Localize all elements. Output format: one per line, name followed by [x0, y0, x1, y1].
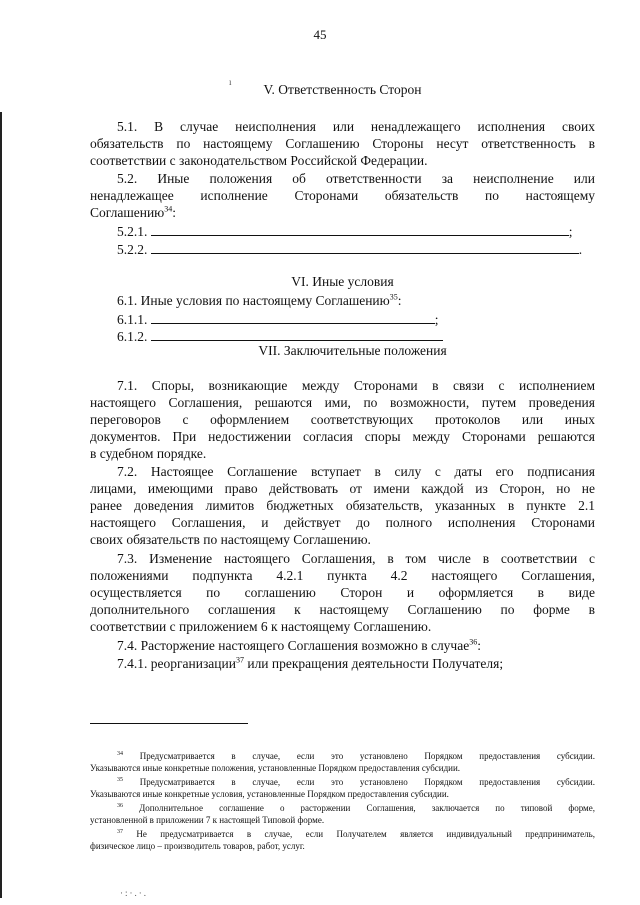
item-6-1-2: 6.1.2.: [90, 328, 595, 345]
para-7-3-line: дополнительного соглашения к настоящему Соглашению по форме в: [90, 602, 595, 617]
footnote-37: $^{37}$ Не предусматривается в случае, если Получателем является индивидуальный предприниматель,: [117, 829, 595, 839]
para-5-2-line: 5.2. Иные положения об ответственности за неисполнение или: [117, 171, 595, 186]
para-7-2-line: лицами, имеющими право действовать от имени каждой из Сторон, но не: [90, 481, 595, 496]
footnote-36: $^{36}$ Дополнительное соглашение о расторжении Соглашения, заключается по типовой форме,: [117, 803, 596, 813]
para-7-2-line: ранее доведения лимитов бюджетных обязательств, указанных в пункте 2.1: [90, 498, 595, 513]
para-7-2-line: своих обязательств по настоящему Соглашению.: [90, 532, 371, 547]
section-5-title: V. Ответственность Сторон: [263, 82, 422, 97]
para-7-3-line: соответствии с приложением 6 к настоящему Соглашению.: [90, 619, 432, 634]
footnote-34: $^{34}$ Предусматривается в случае, если это установлено Порядком предоставления субсидии.: [117, 751, 595, 761]
para-7-2-line: 7.2. Настоящее Соглашение вступает в силу с даты его подписания: [117, 464, 595, 479]
footnote-separator: [90, 723, 248, 724]
para-7-1-line: 7.1. Споры, возникающие между Сторонами в связи с исполнением: [117, 378, 595, 393]
footnote-35-cont: Указываются иные конкретные условия, установленные Порядком предоставления субсидии.: [90, 789, 449, 799]
para-7-3-line: осуществляется по соглашению Сторон и оформляется в виде: [90, 585, 595, 600]
section-7-title: VII. Заключительные положения: [258, 343, 447, 358]
footnote-36-cont: установленной в приложении 7 к настоящей Типовой форме.: [90, 815, 325, 825]
footnote-35: $^{35}$ Предусматривается в случае, если это установлено Порядком предоставления субсидии.: [117, 777, 595, 787]
blank-line: [151, 241, 579, 254]
para-7-1-line: настоящего Соглашения, решаются ими, по возможности, путем проведения: [90, 395, 595, 410]
footnote-34-cont: Указываются иные конкретные положения, установленные Порядком предоставления субсидии.: [90, 763, 461, 773]
scan-mark: ·:·.·.: [120, 888, 148, 898]
blank-line: [151, 311, 435, 324]
footnote-37-cont: физическое лицо – производитель товаров, работ, услуг.: [90, 841, 305, 851]
para-7-4: 7.4. Расторжение настоящего Соглашения возможно в случае$^{36}$:: [117, 637, 481, 653]
page-number: 45: [313, 27, 327, 42]
para-7-4-1: 7.4.1. реорганизации$^{37}$ или прекращения деятельности Получателя;: [117, 655, 504, 671]
item-5-2-1: 5.2.1. ;: [117, 224, 573, 239]
para-7-3-line: 7.3. Изменение настоящего Соглашения, в том числе в соответствии с: [117, 551, 595, 566]
item-5-2-2: 5.2.2. .: [117, 242, 583, 257]
section-6-title: VI. Иные условия: [291, 274, 394, 289]
blank-line: [151, 223, 569, 236]
para-7-1-line: документов. При недостижении согласия споры между Сторонами решаются: [90, 429, 595, 444]
footnote-ref-34: 34: [164, 204, 173, 214]
para-5-1-line: 5.1. В случае неисполнения или ненадлежащего исполнения своих: [117, 119, 595, 134]
para-7-2-line: настоящего Соглашения, и действует до полного исполнения Сторонами: [90, 515, 595, 530]
para-5-2-line: Соглашению$^{34}$:: [90, 204, 177, 220]
para-7-3-line: положениями подпункта 4.2.1 пункта 4.2 настоящего Соглашения,: [90, 568, 595, 583]
para-6-1: 6.1. Иные условия по настоящему Соглашению$^{35}$:: [117, 292, 402, 308]
para-5-2-line: ненадлежащее исполнение Сторонами обязательств по настоящему: [90, 188, 595, 203]
footnote-ref-35: 35: [389, 292, 398, 302]
scan-mark: ı: [229, 77, 232, 87]
para-7-1-line: переговоров с оформлением соответствующих протоколов или иных: [90, 412, 595, 427]
scan-edge-line: [0, 112, 2, 898]
para-7-1-line: в судебном порядке.: [90, 446, 207, 461]
para-5-1-line: соответствии с законодательством Российской Федерации.: [90, 153, 428, 168]
item-6-1-1: 6.1.1. ;: [117, 312, 439, 327]
footnote-ref-37: 37: [235, 655, 244, 665]
blank-line: [151, 328, 443, 341]
footnote-ref-36: 36: [469, 637, 478, 647]
para-5-1-line: обязательств по настоящему Соглашению Стороны несут ответственность в: [90, 136, 595, 151]
